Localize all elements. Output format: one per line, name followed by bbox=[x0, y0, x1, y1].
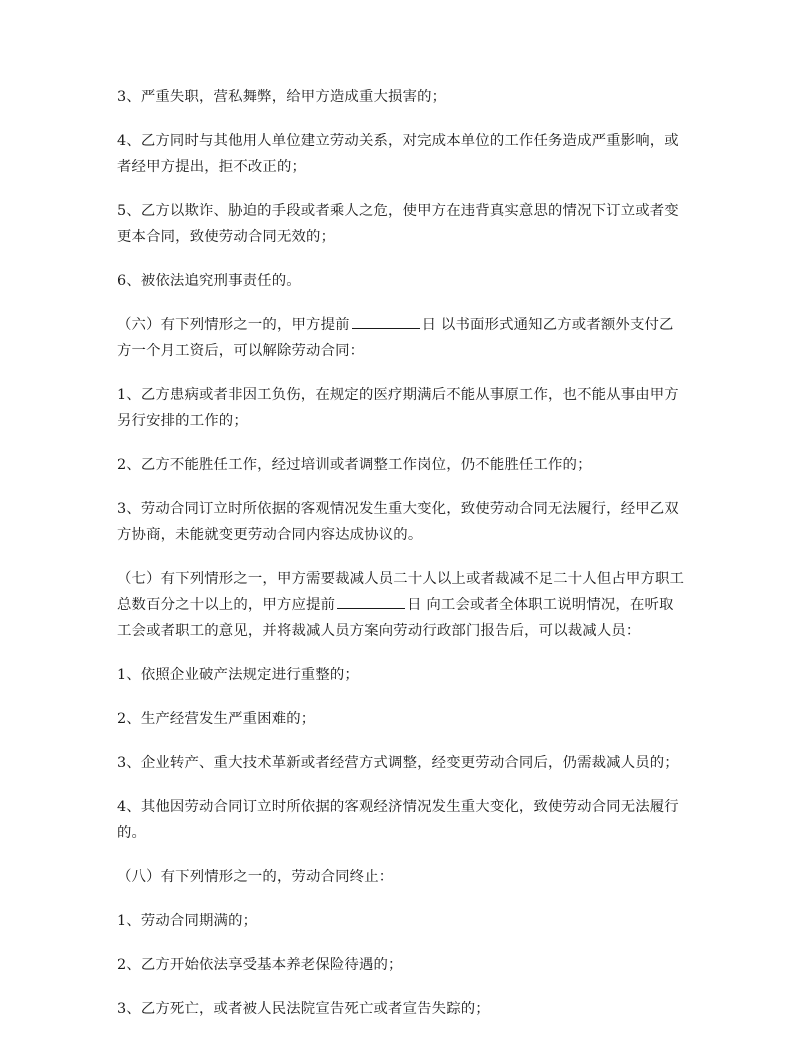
document-body bbox=[117, 84, 687, 1040]
section-six-heading bbox=[117, 312, 687, 364]
section-seven-text-before: （七）有下列情形之一，甲方需要裁减人员二十人以上或者裁减不足二十人但占甲方职工总数百分之十以上的，甲方应提前 bbox=[117, 571, 685, 613]
section-six-text-before: （六）有下列情形之一的，甲方提前 bbox=[117, 317, 350, 333]
section-eight-heading: （八）有下列情形之一的，劳动合同终止： bbox=[117, 869, 394, 885]
clause-item: 3、劳动合同订立时所依据的客观情况发生重大变化，致使劳动合同无法履行，经甲乙双方协商，未能就变更劳动合同内容达成协议的。 bbox=[117, 501, 679, 543]
clause-item: 5、乙方以欺诈、胁迫的手段或者乘人之危，使甲方在违背真实意思的情况下订立或者变更本合同，致使劳动合同无效的； bbox=[117, 203, 679, 245]
clause-item: 2、乙方开始依法享受基本养老保险待遇的； bbox=[117, 957, 403, 973]
clause-item: 3、企业转产、重大技术革新或者经营方式调整，经变更劳动合同后，仍需裁减人员的； bbox=[117, 755, 679, 771]
clause-item: 4、其他因劳动合同订立时所依据的客观经济情况发生重大变化，致使劳动合同无法履行的。 bbox=[117, 799, 679, 841]
fill-in-blank bbox=[352, 314, 420, 329]
clause-item: 1、依照企业破产法规定进行重整的； bbox=[117, 667, 359, 683]
clause-item: 6、被依法追究刑事责任的。 bbox=[117, 273, 301, 289]
clause-item: 1、乙方患病或者非因工负伤，在规定的医疗期满后不能从事原工作，也不能从事由甲方另行安排的工作的； bbox=[117, 387, 679, 429]
clause-item: 3、严重失职，营私舞弊，给甲方造成重大损害的； bbox=[117, 89, 447, 105]
fill-in-blank bbox=[337, 594, 405, 609]
section-seven-text-after: 日 向工会或者全体职工说明情况，在听取工会或者职工的意见，并将裁减人员方案向劳动行政部门报告后，可以裁减人员： bbox=[117, 597, 674, 639]
section-seven-heading bbox=[117, 566, 687, 644]
section-six-text-after: 日 以书面形式通知乙方或者额外支付乙方一个月工资后，可以解除劳动合同： bbox=[117, 317, 674, 359]
clause-item: 2、乙方不能胜任工作，经过培训或者调整工作岗位，仍不能胜任工作的； bbox=[117, 457, 592, 473]
clause-item: 1、劳动合同期满的； bbox=[117, 913, 258, 929]
clause-item: 2、生产经营发生严重困难的； bbox=[117, 711, 316, 727]
clause-item: 3、乙方死亡，或者被人民法院宣告死亡或者宣告失踪的； bbox=[117, 1001, 490, 1017]
clause-item: 4、乙方同时与其他用人单位建立劳动关系，对完成本单位的工作任务造成严重影响，或者经甲方提出，拒不改正的； bbox=[117, 133, 679, 175]
